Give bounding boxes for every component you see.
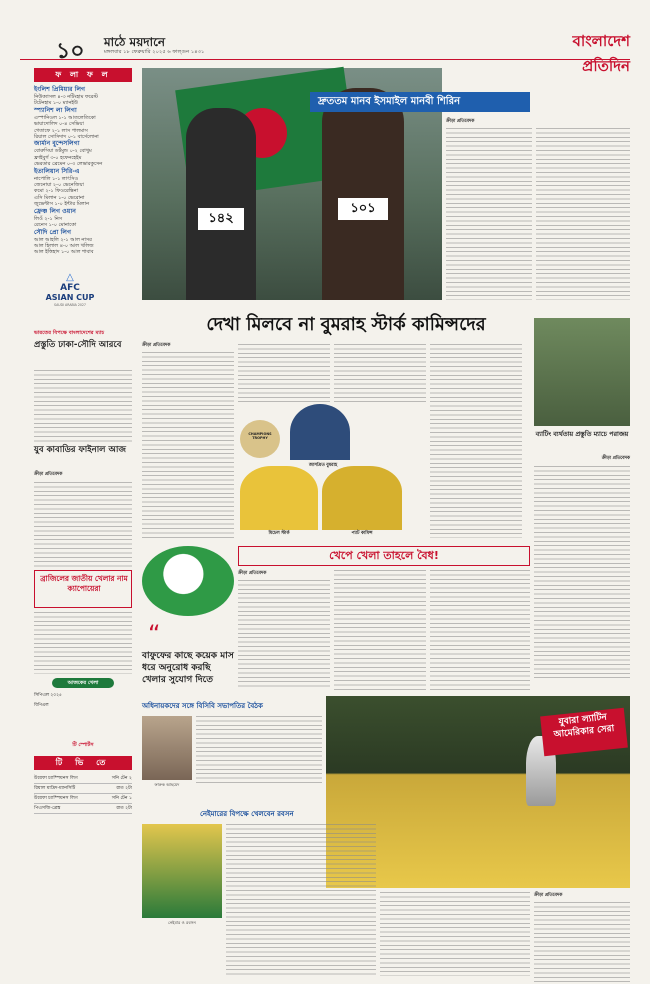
results-header: ফ লা ফ ল xyxy=(34,68,132,82)
athlete-female xyxy=(186,108,256,300)
neymar-caption: নেইমার ও রবসন xyxy=(168,920,196,925)
fixtures-list xyxy=(34,774,132,884)
afc-headline: প্রস্তুতি ঢাকা-সৌদি আরবে xyxy=(34,340,122,350)
result-line: রিয়াল সোসিদাদ ০-১ বার্সেলোনা xyxy=(34,134,99,141)
starc-name: মিচেল স্টার্ক xyxy=(268,531,290,536)
women-headline: খেপে খেলা তাহলে বৈধ! xyxy=(238,546,530,566)
result-line: ফ্রাইবুর্গ ৩-০ হফেনহেইম xyxy=(34,154,82,161)
fixtures-box xyxy=(34,742,132,892)
afc-kicker: ভারতের বিপক্ষে বাংলাদেশের ম্যাচ xyxy=(34,330,105,336)
cricket-brief-headline: অধিনায়কদের সঙ্গে বিসিবি সভাপতির বৈঠক xyxy=(142,702,263,710)
kabaddi-body xyxy=(34,482,132,567)
fixture-row xyxy=(34,774,132,784)
page-number: ১০ xyxy=(56,39,85,64)
result-line: লিওঁ ২-১ নিস xyxy=(34,215,63,222)
top-col-2 xyxy=(536,128,630,300)
results-box xyxy=(34,68,132,263)
fixture-right: সনি টেন ১ xyxy=(111,796,132,801)
result-line: নিউক্যাসল ৪-৩ নটিংহাম ফরেস্ট xyxy=(34,94,98,100)
bumrah-col-2 xyxy=(238,344,330,404)
neymar-body-2 xyxy=(380,892,530,976)
trophy-badge xyxy=(240,420,280,458)
result-line: জেনোয়া ২-০ ভেনেজিয়া xyxy=(34,182,84,189)
afc-logo-line1: AFC xyxy=(60,283,80,293)
result-title: ফ্রেঞ্চ লিগ ওয়ান xyxy=(34,207,76,215)
fixture-left: উয়েফা চ্যাম্পিয়নস লিগ xyxy=(34,776,78,781)
batting-byline: ক্রীড়া প্রতিবেদক xyxy=(601,456,630,461)
brazil-u20-headline: যুবারা ল্যাটিন আমেরিকার সেরা xyxy=(540,708,628,757)
result-title: ইতালিয়ান সিরি-এ xyxy=(34,167,80,175)
neymar-body-1 xyxy=(226,824,376,976)
women-col-1 xyxy=(238,580,330,690)
brand-logo: বাংলাদেশ প্রতিদিন xyxy=(572,32,630,75)
result-title: স্প্যানিশ লা লিগা xyxy=(34,106,77,114)
bumrah-name: জাসপ্রিত বুমরাহ xyxy=(308,463,338,468)
date-line: মঙ্গলবার ১৮ ফেব্রুয়ারি ২০২৫ ৬ ফাল্গুন ১৪৩১ xyxy=(104,49,205,55)
result-line: ভায়াদোলিদ ০-৪ সেভিয়া xyxy=(34,121,84,128)
fixture-left: পিএসজি-ব্রেস্ত xyxy=(34,806,61,811)
cummins-name: প্যাট কামিন্স xyxy=(351,531,373,536)
brazil-box xyxy=(34,570,132,608)
fixture-right: সনি টেন ২ xyxy=(111,776,132,781)
batting-photo xyxy=(534,318,630,426)
football-photo xyxy=(142,546,234,616)
afc-logo: △ AFC ASIAN CUP SAUDI ARABIA 2027 xyxy=(34,272,106,328)
fixtures-header: টি ভি তে xyxy=(34,756,132,770)
starc-portrait xyxy=(240,466,318,530)
results-list xyxy=(34,86,132,263)
section-title: মাঠে ময়দানে xyxy=(104,35,166,49)
neymar-photo xyxy=(142,824,222,918)
result-line: এসি মিলান ১-০ ভেরোনা xyxy=(34,194,85,201)
trophy-label: CHAMPIONS TROPHY xyxy=(248,432,272,441)
bib-right: ১০১ xyxy=(338,198,388,220)
bumrah-col-3 xyxy=(334,344,426,404)
kabaddi-headline: যুব কাবাডির ফাইনাল আজ xyxy=(34,445,126,455)
fixture-row xyxy=(34,794,132,804)
bumrah-portrait xyxy=(290,404,350,460)
result-title: জার্মান বুন্দেসলিগা xyxy=(34,140,80,148)
fixture-left: রিয়াল মাদ্রিদ-ম্যানসিটি xyxy=(34,786,76,791)
top-banner: দ্রুততম মানব ইসমাইল মানবী শিরিন xyxy=(310,92,530,112)
result-line: টটেনহাম ১-০ ম্যানইউ xyxy=(34,100,78,107)
women-col-2 xyxy=(334,570,426,690)
athlete-male xyxy=(322,88,404,300)
tv-line-1: সিপিএল ২০২৫ xyxy=(34,693,62,698)
women-pull-quote: বাফুফের কাছে কয়েক মাস ধরে অনুরোধ করছি খেলার সুযোগ দিতে xyxy=(142,651,234,685)
brazil-headline: ব্রাজিলের জাতীয় খেলার নাম ক্যাপোয়েরা xyxy=(40,574,128,593)
afc-logo-line3: SAUDI ARABIA 2027 xyxy=(54,303,86,307)
tv-line-2: বিপিএল xyxy=(34,703,49,708)
fixture-row xyxy=(34,804,132,814)
cricket-brief-body xyxy=(196,716,322,786)
result-line: আল ইত্তিহাদ ১-০ আল শাবাব xyxy=(34,249,94,256)
result-line: রেনেস ১-০ মোনাকো xyxy=(34,222,77,229)
fixture-right: রাত ২টা xyxy=(116,786,132,791)
top-byline: ক্রীড়া প্রতিবেদক xyxy=(446,119,475,124)
result-line: বোরুসিয়া ডর্টমুন্ড ০-২ বোখুম xyxy=(34,148,92,155)
brazil-u20-body xyxy=(534,902,630,982)
women-col-3 xyxy=(430,570,530,690)
tv-box xyxy=(34,678,132,730)
bumrah-byline: ক্রীড়া প্রতিবেদক xyxy=(142,343,171,348)
top-col-1 xyxy=(446,128,532,300)
fixtures-channel: টি স্পোর্টস xyxy=(72,742,94,748)
batting-body xyxy=(534,466,630,680)
result-line: জুভেন্টাস ১-০ ইন্টার মিলান xyxy=(34,201,90,208)
brazil-u20-byline: ক্রীড়া প্রতিবেদক xyxy=(534,893,563,898)
bib-left: ১৪২ xyxy=(198,208,244,230)
bumrah-col-4 xyxy=(430,344,522,538)
fixture-row xyxy=(34,784,132,794)
cricket-brief-caption: ফারুক আহমেদ xyxy=(154,782,180,787)
bumrah-col-1 xyxy=(142,352,234,538)
result-line: আল আহলি ২-১ আল নাসর xyxy=(34,236,92,243)
result-title: সৌদি প্রো লিগ xyxy=(34,228,72,236)
bumrah-headline: দেখা মিলবে না বুমরাহ স্টার্ক কামিন্সদের xyxy=(206,314,486,335)
result-line: আল হিলাল ৪-০ আল খলিজ xyxy=(34,242,94,249)
result-line: কমো ২-১ ফিওরেন্তিনা xyxy=(34,188,79,195)
afc-logo-line2: ASIAN CUP xyxy=(45,293,95,302)
brazil-body xyxy=(34,612,132,674)
cricket-brief-photo xyxy=(142,716,192,780)
quote-mark: “ xyxy=(148,620,161,648)
result-line: গেতাফে ২-১ লাস পালমাস xyxy=(34,127,88,134)
result-title: ইংলিশ প্রিমিয়ার লিগ xyxy=(34,86,86,93)
result-line: এস্পানিওল ১-১ আতলেতিকো xyxy=(34,114,96,121)
kabaddi-byline: ক্রীড়া প্রতিবেদক xyxy=(34,472,63,477)
batting-headline: ব্যাটিং ব্যর্থতায় প্রস্তুতি ম্যাচে পরাজয় xyxy=(535,430,629,438)
women-byline: ক্রীড়া প্রতিবেদক xyxy=(238,571,267,576)
afc-body xyxy=(34,370,132,442)
fixture-right: রাত ২টা xyxy=(116,806,132,811)
fixture-left: উয়েফা চ্যাম্পিয়নস লিগ xyxy=(34,796,78,801)
result-line: ভেরডার ব্রেমেন ০-৩ লেভারকুসেন xyxy=(34,161,103,168)
cummins-portrait xyxy=(322,466,402,530)
tv-label: আজকের খেলা xyxy=(52,678,114,688)
result-line: নাপোলি ১-১ লাৎসিও xyxy=(34,175,79,182)
neymar-headline: নেইমারের বিপক্ষে খেলবেন রবসন xyxy=(200,810,294,818)
